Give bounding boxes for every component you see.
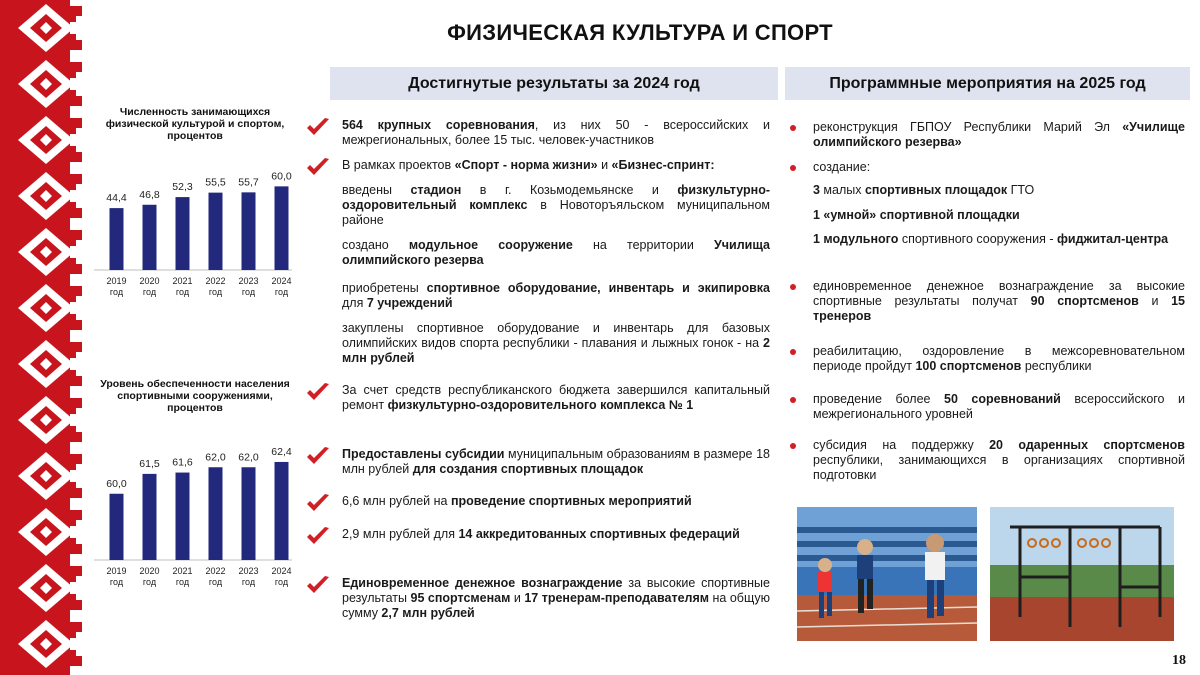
chart1-value-label-2020: 46,8 [139,188,160,201]
checkmark-icon [305,525,331,547]
chart2-tick-year-2020: 2020 [139,566,160,576]
chart1-tick-suffix-2021: год [175,287,190,297]
chart2-bar-2019 [110,494,124,560]
chart1-value-label-2021: 52,3 [172,181,193,194]
achievement-text: создано модульное сооружение на территории Училища олимпийского резерва [342,238,771,267]
plan-text: 1 модульного спортивного сооружения - фиджитал-центра [813,232,1169,246]
chart2-tick-year-2021: 2021 [172,566,193,576]
chart1-tick-suffix-2022: год [208,287,223,297]
checkmark-icon [305,492,331,514]
chart2-bar-2024 [275,462,289,560]
chart1-bar-2021 [176,197,190,270]
chart2-value-label-2020: 61,5 [139,457,160,470]
runners-photo [797,507,977,641]
chart2-tick-suffix-2023: год [241,577,256,587]
bullet-dot-icon [790,284,796,290]
chart2-value-label-2019: 60,0 [106,477,127,490]
chart1-tick-year-2021: 2021 [172,276,193,286]
plan-text: создание: [813,160,871,174]
bullet-dot-icon [790,125,796,131]
planned-header: Программные мероприятия на 2025 год [785,67,1190,100]
chart2-bar-2022 [209,467,223,560]
outdoor-gym-photo [990,507,1174,641]
chart1-bar-2023 [242,192,256,270]
checkmark-icon [305,156,331,178]
achievement-text: В рамках проектов «Спорт - норма жизни» и «Бизнес-спринт: [342,158,715,172]
chart2-tick-suffix-2019: год [109,577,124,587]
chart1-value-label-2022: 55,5 [205,176,226,189]
plan-text: субсидия на поддержку 20 одаренных спортсменов республики, занимающихся в организациях спортивной подготовки [813,438,1185,482]
chart2-tick-year-2023: 2023 [238,566,259,576]
chart1-tick-year-2023: 2023 [238,276,259,286]
chart1-value-label-2024: 60,0 [271,170,292,183]
chart2-value-label-2022: 62,0 [205,451,226,464]
chart2-value-label-2024: 62,4 [271,445,292,458]
checkmark-icon [305,116,331,138]
chart1-tick-year-2020: 2020 [139,276,160,286]
bullet-dot-icon [790,165,796,171]
plan-text: 3 малых спортивных площадок ГТО [813,183,1035,197]
chart1-title: Численность занимающихся физической культурой и спортом, процентов [105,106,285,142]
bullet-dot-icon [790,443,796,449]
chart2-tick-suffix-2020: год [142,577,157,587]
bullet-dot-icon [790,397,796,403]
plan-text: 1 «умной» спортивной площадки [813,208,1020,222]
chart2-bar-2021 [176,473,190,560]
achievement-text: Предоставлены субсидии муниципальным образованиям в размере 18 млн рублей для создания спортивных площадок [342,447,770,476]
chart2-bar-2020 [143,474,157,560]
achievement-text: введены стадион в г. Козьмодемьянске и физкультурно-оздоровительный комплекс в Новоторъяльском муниципальном районе [342,183,771,227]
achievement-text: Единовременное денежное вознаграждение за высокие спортивные результаты 95 спортсменам и 17 тренерам-преподавателям на общую сумму 2,7 млн рублей [342,576,770,620]
ornament-strip [0,0,92,675]
achievement-text: приобретены спортивное оборудование, инвентарь и экипировка для 7 учреждений [342,281,771,310]
achievement-text: 6,6 млн рублей на проведение спортивных мероприятий [342,494,692,508]
chart2-tick-suffix-2024: год [274,577,289,587]
chart1-bar-2022 [209,193,223,270]
chart1-tick-year-2022: 2022 [205,276,226,286]
checkmark-icon [305,574,331,596]
achievement-text: закуплены спортивное оборудование и инвентарь для базовых олимпийских видов спорта республики - плавания и лыжных гонок - на 2 млн рублей [342,321,770,365]
chart1-bar-2024 [275,186,289,270]
chart1-tick-year-2024: 2024 [271,276,292,286]
chart2-bar-2023 [242,467,256,560]
chart1-bar-2020 [143,205,157,270]
chart1 [92,150,297,305]
chart1-tick-suffix-2020: год [142,287,157,297]
chart2-title: Уровень обеспеченности населения спортивными сооружениями, процентов [100,378,290,414]
chart2-tick-suffix-2021: год [175,577,190,587]
chart1-bar-2019 [110,208,124,270]
plan-text: проведение более 50 соревнований всероссийского и межрегионального уровней [813,392,1186,421]
checkmark-icon [305,445,331,467]
achievement-text: За счет средств республиканского бюджета завершился капитальный ремонт физкультурно-оздоровительного комплекса № 1 [342,383,770,412]
slide-title: ФИЗИЧЕСКАЯ КУЛЬТУРА И СПОРТ [447,20,833,45]
achieved-header: Достигнутые результаты за 2024 год [330,67,778,100]
chart2-tick-suffix-2022: год [208,577,223,587]
chart1-tick-suffix-2024: год [274,287,289,297]
bullet-dot-icon [790,349,796,355]
chart1-value-label-2023: 55,7 [238,176,259,189]
plan-text: реконструкция ГБПОУ Республики Марий Эл «Училище олимпийского резерва» [813,120,1185,149]
achievement-text: 564 крупных соревнования, из них 50 - всероссийских и межрегиональных, более 15 тыс. человек-участников [342,118,770,147]
chart1-tick-suffix-2023: год [241,287,256,297]
chart1-tick-suffix-2019: год [109,287,124,297]
chart1-tick-year-2019: 2019 [106,276,127,286]
chart2-tick-year-2024: 2024 [271,566,292,576]
page-number: 18 [1172,653,1186,668]
chart2-tick-year-2019: 2019 [106,566,127,576]
achievement-text: 2,9 млн рублей для 14 аккредитованных спортивных федераций [342,527,740,541]
chart2-value-label-2021: 61,6 [172,456,193,469]
plan-text: реабилитацию, оздоровление в межсоревновательном периоде пройдут 100 спортсменов республики [813,344,1185,373]
chart2 [92,420,297,595]
checkmark-icon [305,381,331,403]
plan-text: единовременное денежное вознаграждение за высокие спортивные результаты получат 90 спортсменов и 15 тренеров [813,279,1185,323]
chart2-value-label-2023: 62,0 [238,451,259,464]
chart1-value-label-2019: 44,4 [106,192,127,205]
chart2-tick-year-2022: 2022 [205,566,226,576]
